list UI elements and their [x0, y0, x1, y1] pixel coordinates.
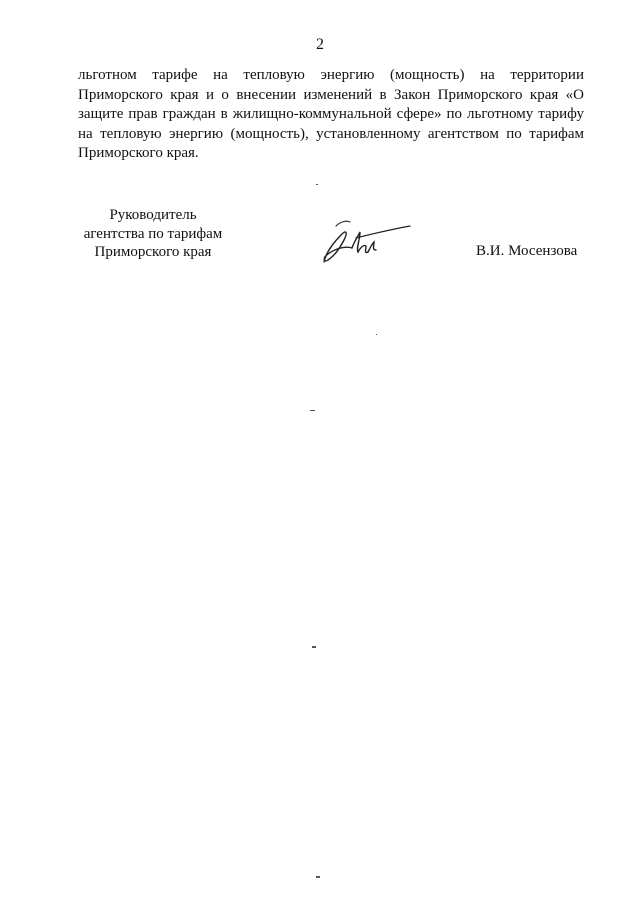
signatory-title — [70, 206, 236, 262]
signatory-title-line: Руководитель — [109, 207, 197, 223]
scan-speck — [316, 184, 318, 185]
scan-speck — [376, 334, 377, 335]
signatory-title-line: Приморского края — [94, 244, 212, 260]
signatory-name: В.И. Мосензова — [476, 243, 578, 259]
body-paragraph: льготном тарифе на тепловую энергию (мощность) на территории Приморского края и о внесении изменений в Закон Приморского края «О защите прав граждан в жилищно-коммунальной сфере» по льготному тарифу на тепловую энергию (мощность), установленному агентством по тарифам Приморского края. — [78, 67, 584, 161]
signatory-title-line: агентства по тарифам — [83, 225, 223, 242]
scan-speck — [316, 876, 320, 878]
scan-speck — [312, 646, 316, 648]
scan-speck — [310, 410, 315, 411]
handwritten-signature-icon — [316, 212, 416, 272]
page-number: 2 — [316, 36, 324, 53]
